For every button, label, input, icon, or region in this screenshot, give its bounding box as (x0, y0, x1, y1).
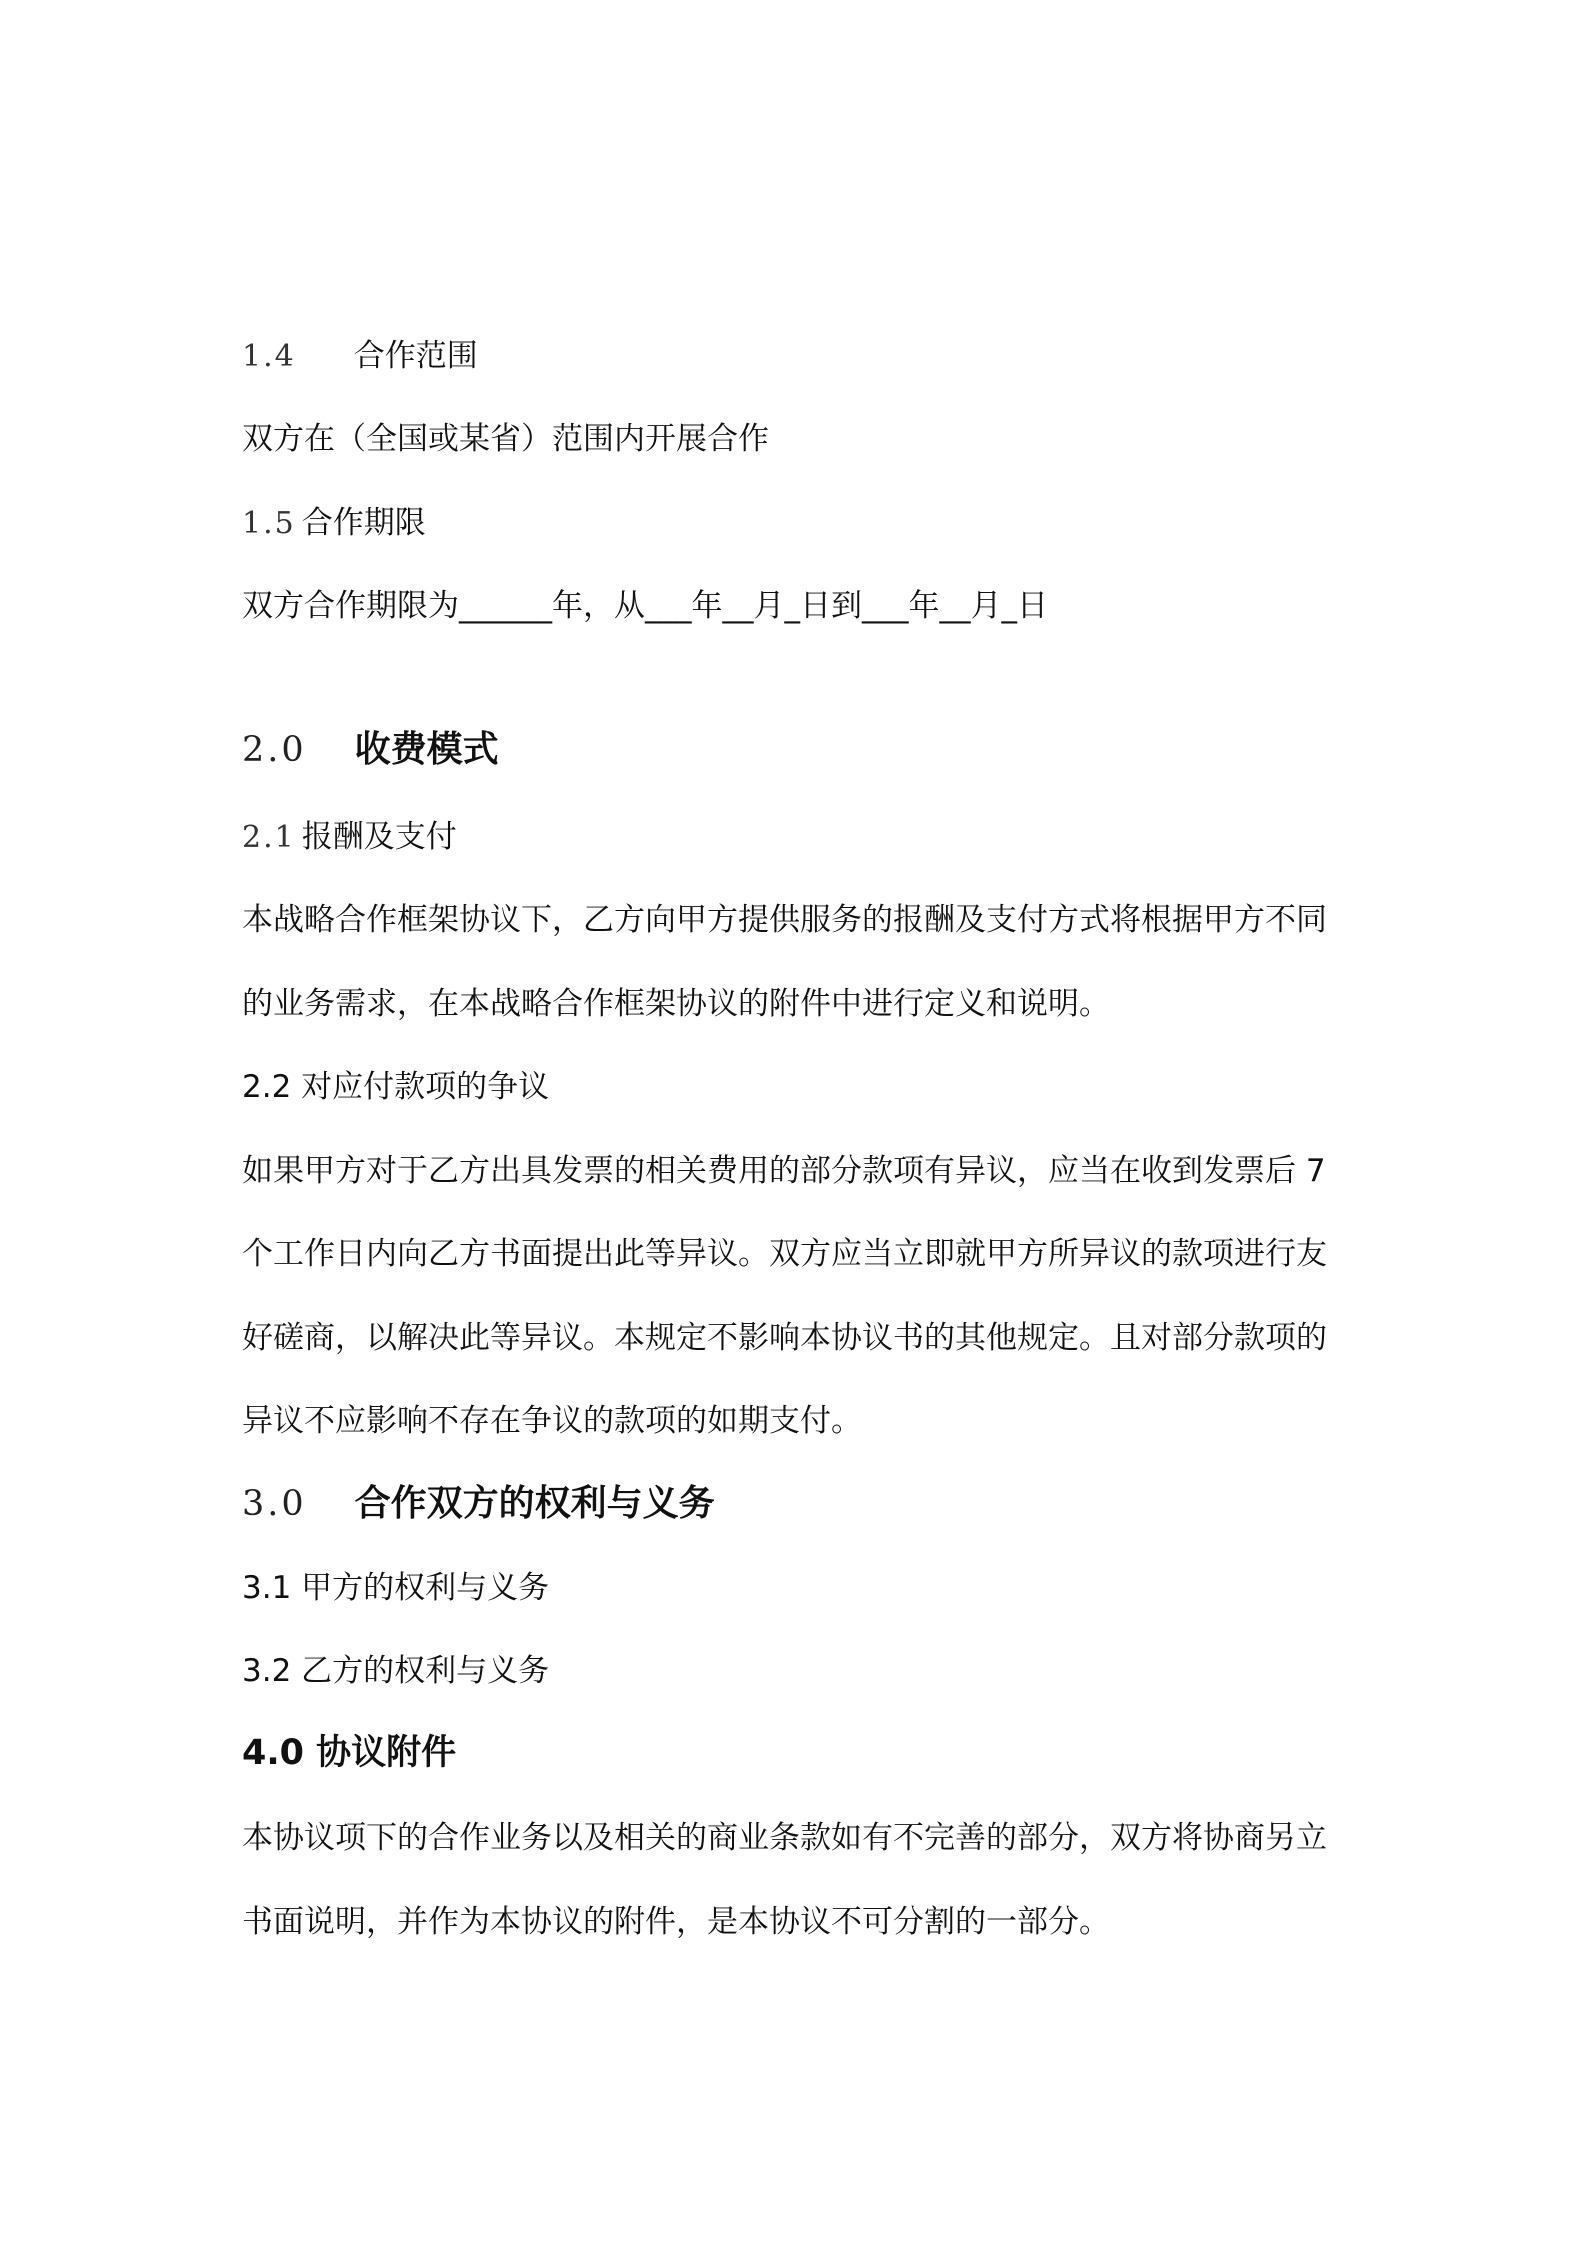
heading-3-1: 3.1 甲方的权利与义务 (242, 1570, 550, 1606)
heading-2-1 (242, 817, 457, 858)
heading-1-5 (242, 503, 426, 544)
section-number: 1.4 (242, 339, 296, 374)
heading-3-0 (242, 1484, 715, 1525)
section-title: 收费模式 (354, 729, 499, 770)
section-title: 合作范围 (353, 338, 478, 374)
section-number: 1.5 (242, 506, 296, 541)
paragraph-1-5: 双方合作期限为______年，从___年__月_日到___年__月_日 (242, 588, 1048, 624)
section-title: 报酬及支付 (301, 819, 457, 855)
heading-2-2: 2.2 对应付款项的争议 (242, 1069, 550, 1105)
paragraph-2-2-line-3: 好磋商，以解决此等异议。本规定不影响本协议书的其他规定。且对部分款项的 (242, 1320, 1327, 1356)
section-title: 合作双方的权利与义务 (354, 1483, 715, 1524)
heading-4-0: 4.0 协议附件 (242, 1733, 457, 1773)
paragraph-2-2-line-4: 异议不应影响不存在争议的款项的如期支付。 (242, 1403, 862, 1439)
heading-3-2: 3.2 乙方的权利与义务 (242, 1653, 550, 1689)
paragraph-2-1-line-2: 的业务需求，在本战略合作框架协议的附件中进行定义和说明。 (242, 986, 1110, 1022)
paragraph-2-2-line-2: 个工作日内向乙方书面提出此等异议。双方应当立即就甲方所异议的款项进行友 (242, 1236, 1327, 1272)
section-number: 3.0 (242, 1484, 307, 1524)
paragraph-2-2-line-1: 如果甲方对于乙方出具发票的相关费用的部分款项有异议，应当在收到发票后 7 (242, 1153, 1326, 1189)
heading-1-4 (242, 336, 478, 377)
heading-2-0 (242, 730, 499, 771)
paragraph-1-4: 双方在（全国或某省）范围内开展合作 (242, 421, 769, 457)
section-number: 2.0 (242, 730, 307, 770)
paragraph-4-0-line-2: 书面说明，并作为本协议的附件，是本协议不可分割的一部分。 (242, 1904, 1110, 1940)
paragraph-2-1-line-1: 本战略合作框架协议下，乙方向甲方提供服务的报酬及支付方式将根据甲方不同 (242, 902, 1327, 938)
paragraph-4-0-line-1: 本协议项下的合作业务以及相关的商业条款如有不完善的部分，双方将协商另立 (242, 1820, 1327, 1856)
section-title: 合作期限 (301, 505, 426, 541)
section-number: 2.1 (242, 820, 296, 855)
